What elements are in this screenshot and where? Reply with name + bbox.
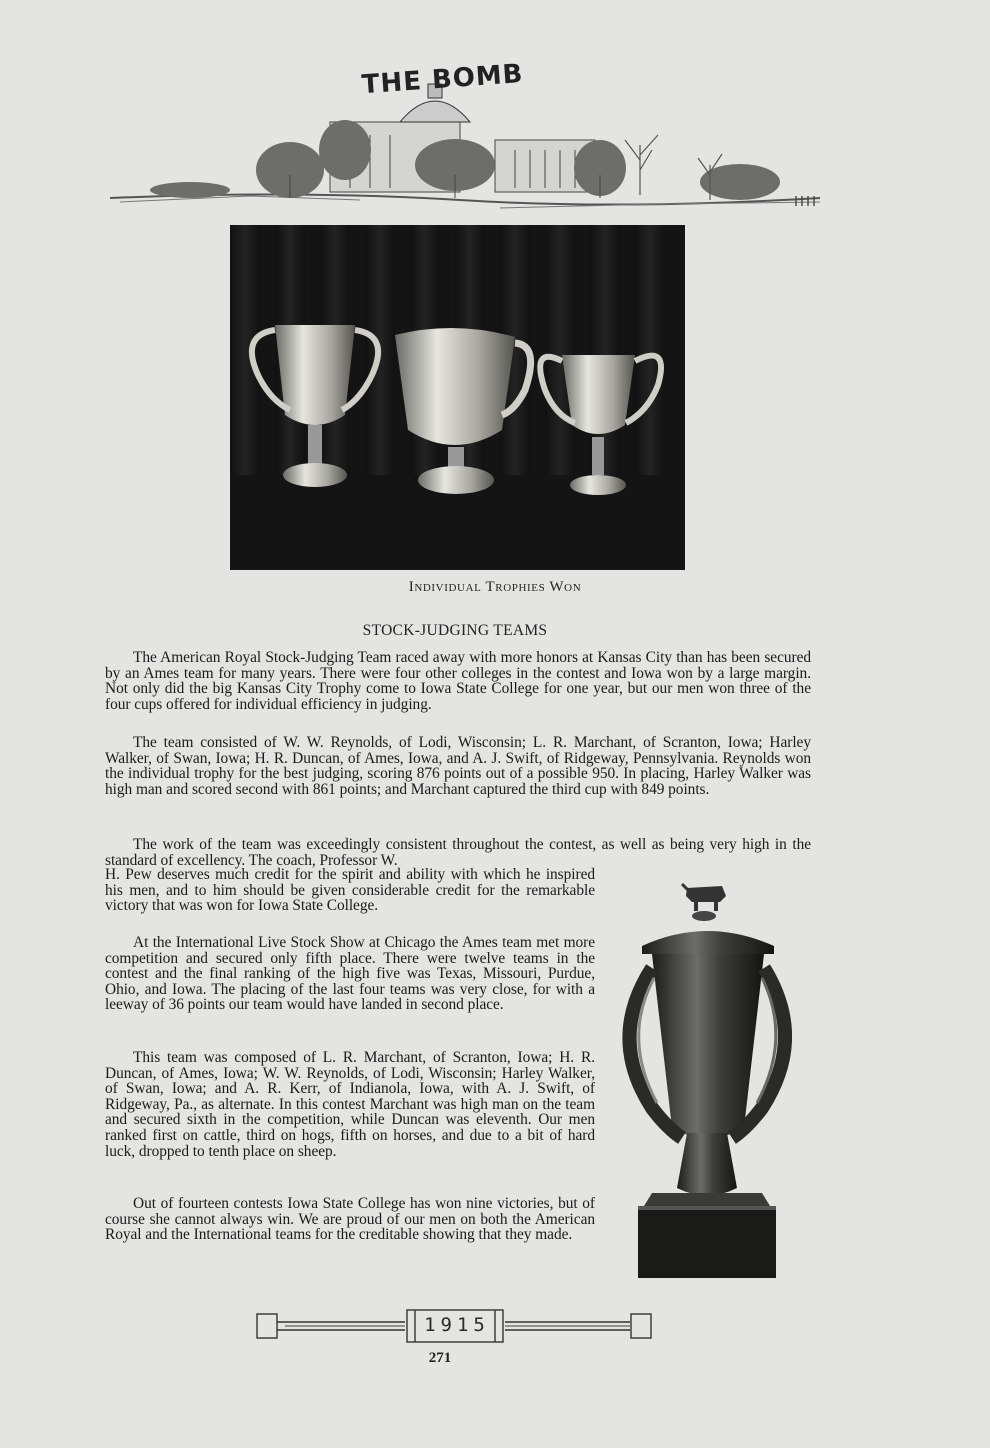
article-heading: STOCK-JUDGING TEAMS — [362, 622, 548, 639]
photo-caption: Individual Trophies Won — [408, 579, 582, 595]
kansas-city-trophy — [612, 868, 792, 1283]
trophies-illustration — [230, 225, 685, 570]
trophies-photo — [230, 225, 685, 570]
paragraph-2: The team consisted of W. W. Reynolds, of Lodi, Wisconsin; L. R. Marchant, of Scranton, Iowa; Harley Walker, of Swan, Iowa; H. R. Duncan, of Ames, Iowa, and A. J. Swift, of Ridgeway, Pennsylvania. Reynolds won the individual trophy for the best judging, scoring 876 points out of a possible 950. In placing, Harley Walker was high man and scored second with 861 points; and Marchant captured the third cup with 849 points. — [105, 734, 811, 798]
page-number: 271 — [428, 1350, 452, 1366]
paragraph-3-continued: H. Pew deserves much credit for the spirit and ability with which he inspired his men, and to him should be given considerable credit for the remarkable victory that was won for Iowa State College. — [105, 866, 595, 915]
paragraph-6: Out of fourteen contests Iowa State College has won nine victories, but of course she cannot always win. We are proud of our men on both the American Royal and the International teams for the creditable showing that they made. — [105, 1195, 595, 1244]
paragraph-1: The American Royal Stock-Judging Team raced away with more honors at Kansas City than has been secured by an Ames team for many years. There were four other colleges in the contest and Iowa won by a large margin. Not only did the big Kansas City Trophy come to Iowa State College for one year, but our men won three of the four cups offered for individual efficiency in judging. — [105, 649, 811, 713]
trophy-illustration — [612, 868, 792, 1283]
paragraph-3: The work of the team was exceedingly consistent throughout the contest, as well as being very high in the standard of excellency. The coach, Professor W. — [105, 836, 811, 869]
masthead-title: THE BOMB — [360, 59, 525, 101]
masthead — [100, 50, 830, 220]
paragraph-4: At the International Live Stock Show at Chicago the Ames team met more competition and secured only fifth place. There were twelve teams in the contest and the final ranking of the high five was Texas, Missouri, Purdue, Ohio, and Iowa. The placing of the last four teams was very close, for with a leeway of 36 points our team would have landed in second place. — [105, 934, 595, 1014]
paragraph-5: This team was composed of L. R. Marchant, of Scranton, Iowa; H. R. Duncan, of Ames, Iowa; W. W. Reynolds, of Lodi, Wisconsin; Harley Walker, of Swan, Iowa; and A. R. Kerr, of Indianola, Iowa, with A. J. Swift, of Ridgeway, Pa., as alternate. In this contest Marchant was high man on the team and secured sixth in the competition, while Duncan was eleventh. Our men ranked first on cattle, third on hogs, fifth on horses, and due to a bit of hard luck, dropped to tenth place on sheep. — [105, 1049, 595, 1160]
yearbook-year: 1915 — [424, 1314, 490, 1336]
